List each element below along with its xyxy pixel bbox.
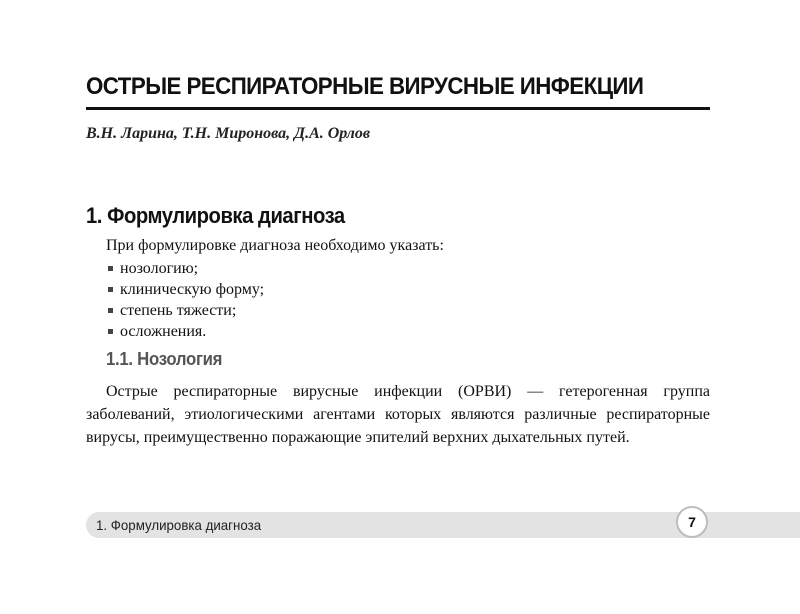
diagnosis-bullet-list <box>106 258 264 342</box>
list-item <box>106 300 264 321</box>
title-rule <box>86 107 710 110</box>
square-bullet-icon <box>108 266 113 271</box>
section-heading: 1. Формулировка диагноза <box>86 203 345 228</box>
page-number-badge <box>676 506 708 538</box>
square-bullet-icon <box>108 308 113 313</box>
page-number: 7 <box>688 514 696 530</box>
square-bullet-icon <box>108 329 113 334</box>
running-head: 1. Формулировка диагноза <box>96 517 262 533</box>
list-item <box>106 279 264 300</box>
body-paragraph: Острые респираторные вирусные инфекции (ОРВИ) — гетерогенная группа заболеваний, этиологическими агентами которых являются различные респираторные вирусы, преимущественно поражающие эпителий верхних дыхательных путей. <box>86 383 710 446</box>
chapter-title: ОСТРЫЕ РЕСПИРАТОРНЫЕ ВИРУСНЫЕ ИНФЕКЦИИ <box>86 73 644 100</box>
section-intro: При формулировке диагноза необходимо указать: <box>106 237 444 254</box>
square-bullet-icon <box>108 287 113 292</box>
list-item-text: степень тяжести; <box>120 302 237 319</box>
list-item-text: осложнения. <box>120 323 207 340</box>
list-item <box>106 258 264 279</box>
list-item-text: нозологию; <box>120 260 199 277</box>
chapter-authors: В.Н. Ларина, Т.Н. Миронова, Д.А. Орлов <box>86 125 371 142</box>
list-item <box>106 321 264 342</box>
subsection-heading: 1.1. Нозология <box>106 349 223 369</box>
list-item-text: клиническую форму; <box>120 281 265 298</box>
